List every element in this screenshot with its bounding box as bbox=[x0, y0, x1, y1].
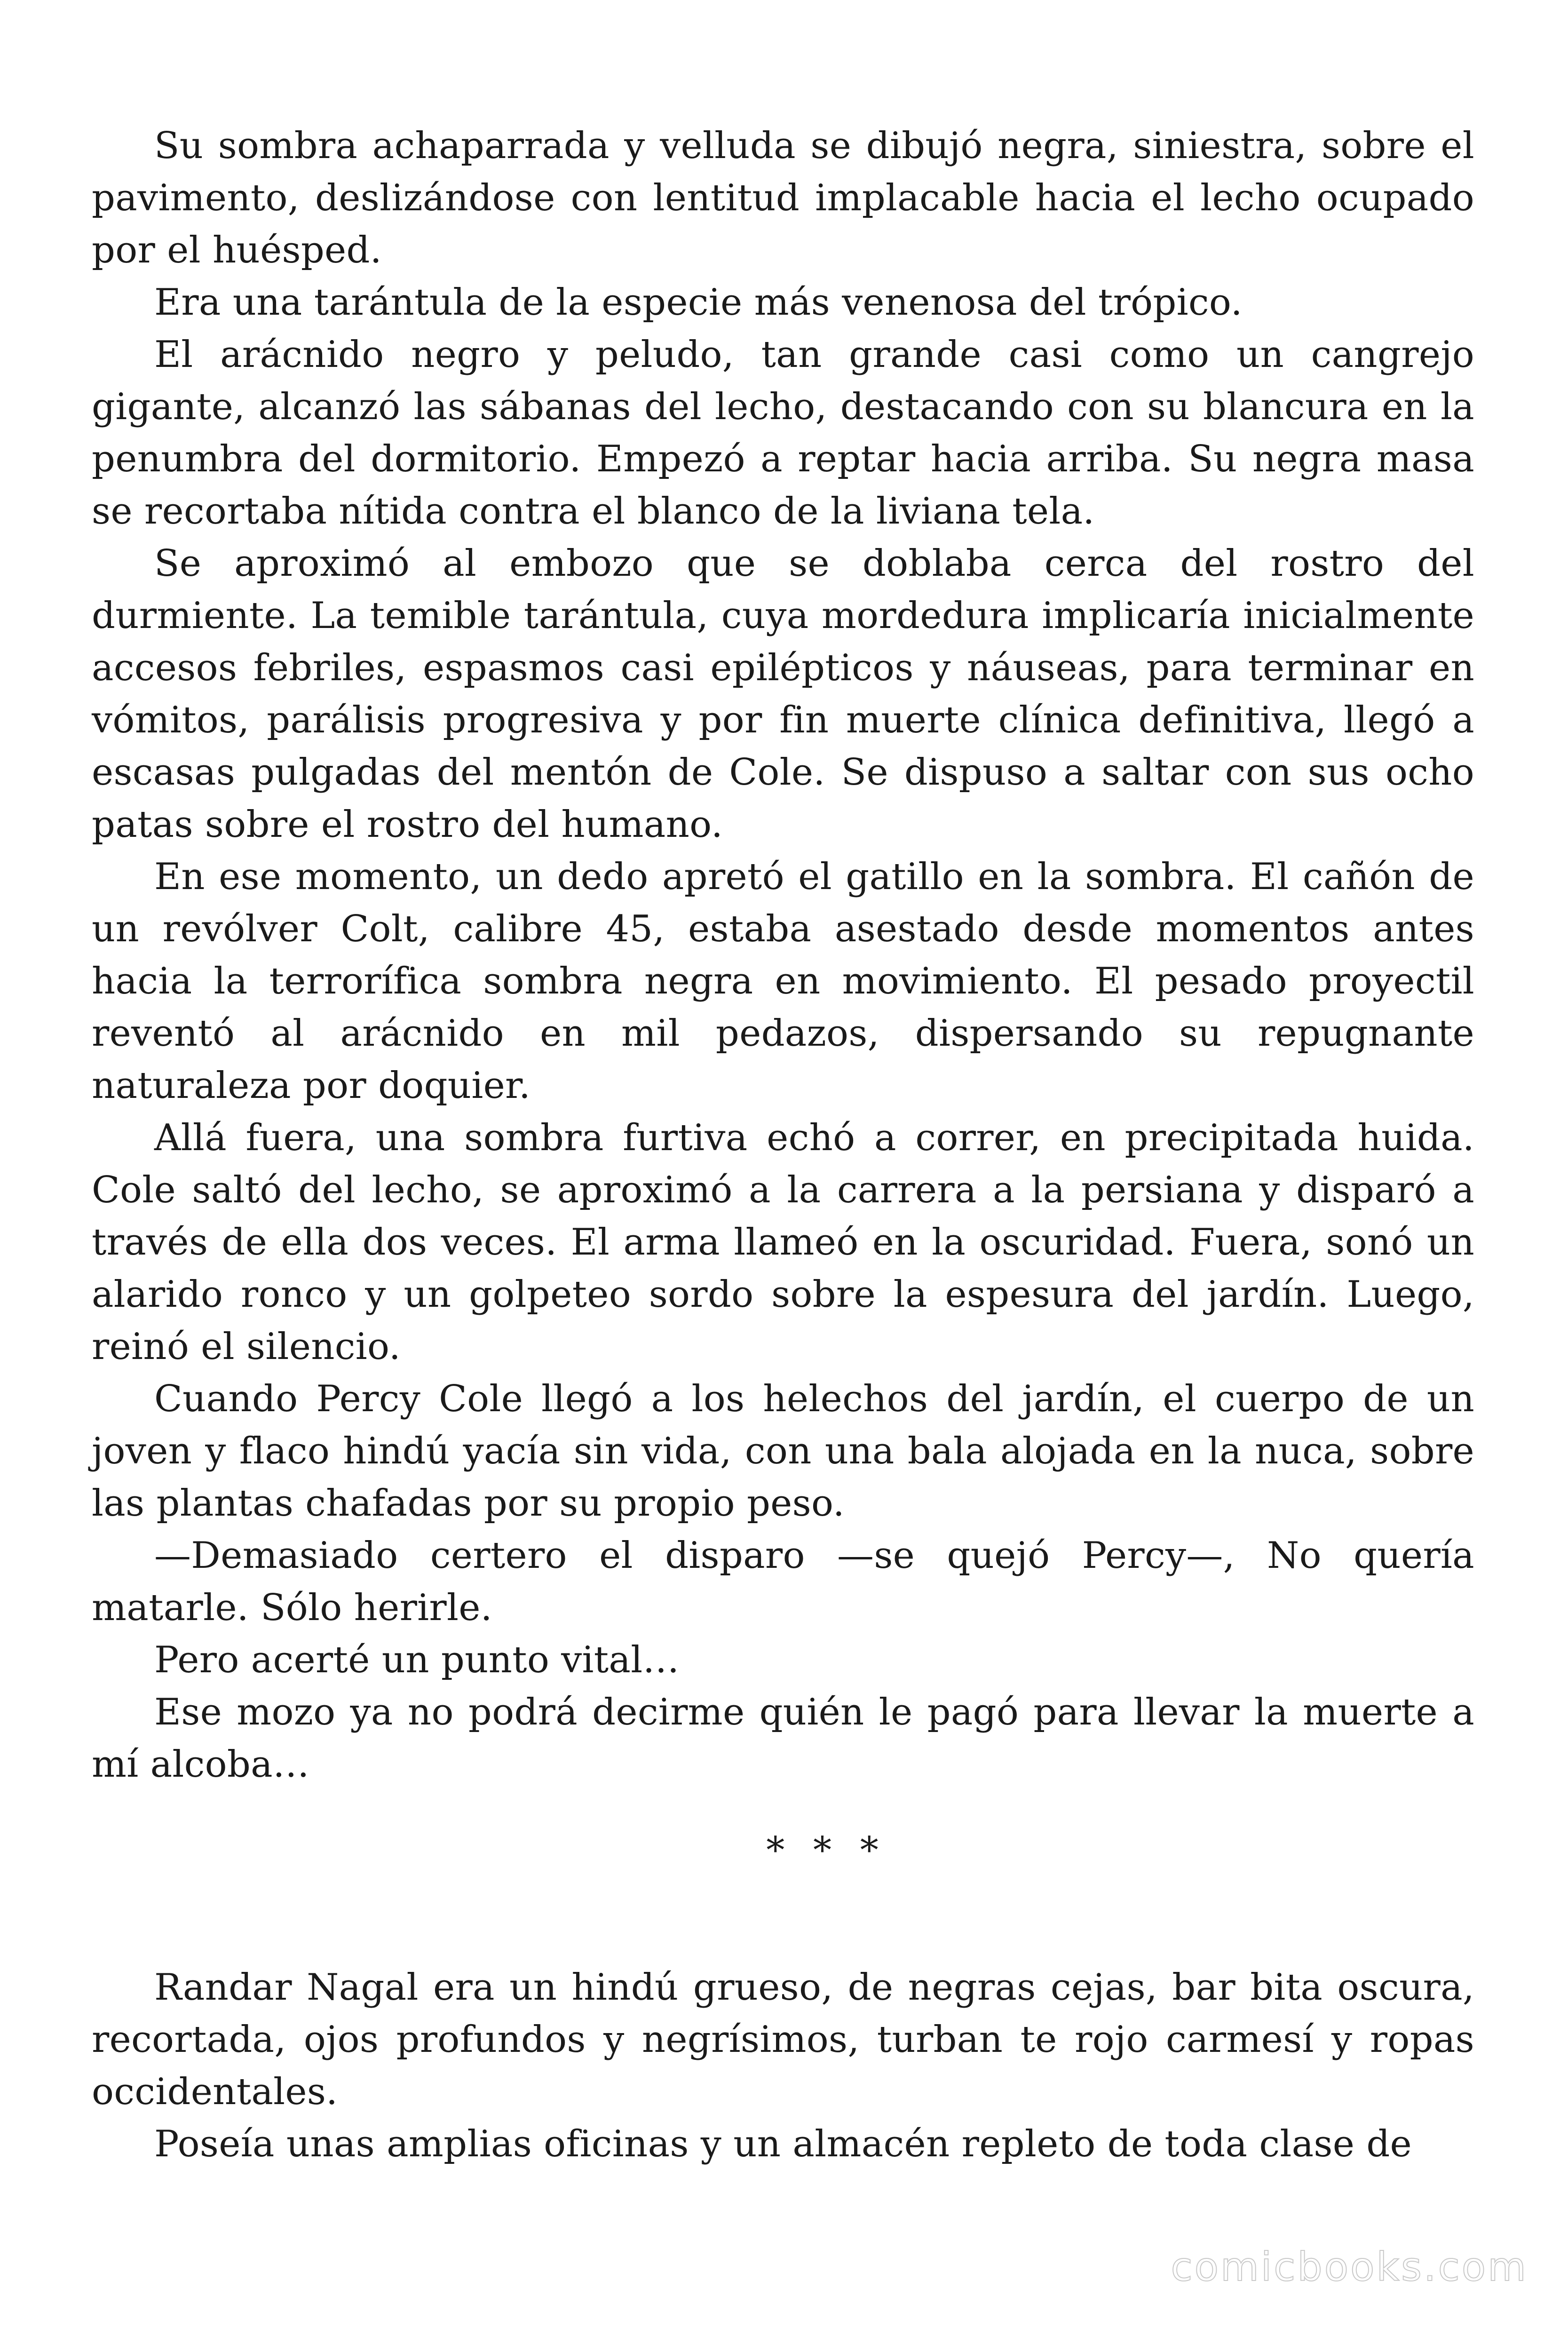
watermark-text: comicbooks.com bbox=[1171, 2244, 1528, 2290]
paragraph-9: Pero acerté un punto vital… bbox=[154, 1639, 680, 1681]
paragraph-4: Se aproximó al embozo que se doblaba cerca del rostro del durmiente. La temible tarántula, cuya mordedura implicaría inicialmente accesos febriles, espasmos casi epilépticos y náuseas, para terminar en vómitos, parálisis progresiva y por fin muerte clínica definitiva, llegó a escasas pulgadas del mentón de Cole. Se dispuso a saltar con sus ocho patas sobre el rostro del humano. bbox=[92, 542, 1474, 846]
paragraph-6: Allá fuera, una sombra furtiva echó a correr, en precipitada huida. Cole saltó del lecho, se aproximó a la carrera a la persiana y disparó a través de ella dos veces. El arma llameó en la oscuridad. Fuera, sonó un alarido ronco y un golpeteo sordo sobre la espesura del jardín. Luego, reinó el silencio. bbox=[92, 1117, 1474, 1368]
paragraph-5: En ese momento, un dedo apretó el gatillo en la sombra. El cañón de un revólver Colt, calibre 45, estaba asestado desde momentos antes hacia la terrorífica sombra negra en movimiento. El pesado proyectil reventó al arácnido en mil pedazos, dispersando su repugnante naturaleza por doquier. bbox=[92, 856, 1474, 1107]
paragraph-2: Era una tarántula de la especie más venenosa del trópico. bbox=[154, 281, 1243, 324]
paragraph-1: Su sombra achaparrada y velluda se dibujó negra, siniestra, sobre el pavimento, deslizándose con lentitud implacable hacia el lecho ocupado por el huésped. bbox=[92, 125, 1474, 271]
paragraph-3: El arácnido negro y peludo, tan grande casi como un cangrejo gigante, alcanzó las sábanas del lecho, destacando con su blancura en la penumbra del dormitorio. Empezó a reptar hacia arriba. Su negra masa se recortaba nítida contra el blanco de la liviana tela. bbox=[92, 334, 1474, 532]
paragraph-11: Randar Nagal era un hindú grueso, de negras cejas, bar bita oscura, recortada, ojos profundos y negrísimos, turban te rojo carmesí y ropas occidentales. bbox=[92, 1966, 1474, 2113]
paragraph-8: —Demasiado certero el disparo —se quejó Percy—, No quería matarle. Sólo herirle. bbox=[92, 1534, 1474, 1629]
page-body-text bbox=[92, 120, 1474, 2170]
paragraph-10: Ese mozo ya no podrá decirme quién le pagó para llevar la muerte a mí alcoba… bbox=[92, 1691, 1474, 1786]
paragraph-12: Poseía unas amplias oficinas y un almacén repleto de toda clase de bbox=[154, 2123, 1412, 2165]
section-separator: * * * bbox=[766, 1829, 887, 1872]
paragraph-7: Cuando Percy Cole llegó a los helechos del jardín, el cuerpo de un joven y flaco hindú yacía sin vida, con una bala alojada en la nuca, sobre las plantas chafadas por su propio peso. bbox=[92, 1378, 1474, 1525]
